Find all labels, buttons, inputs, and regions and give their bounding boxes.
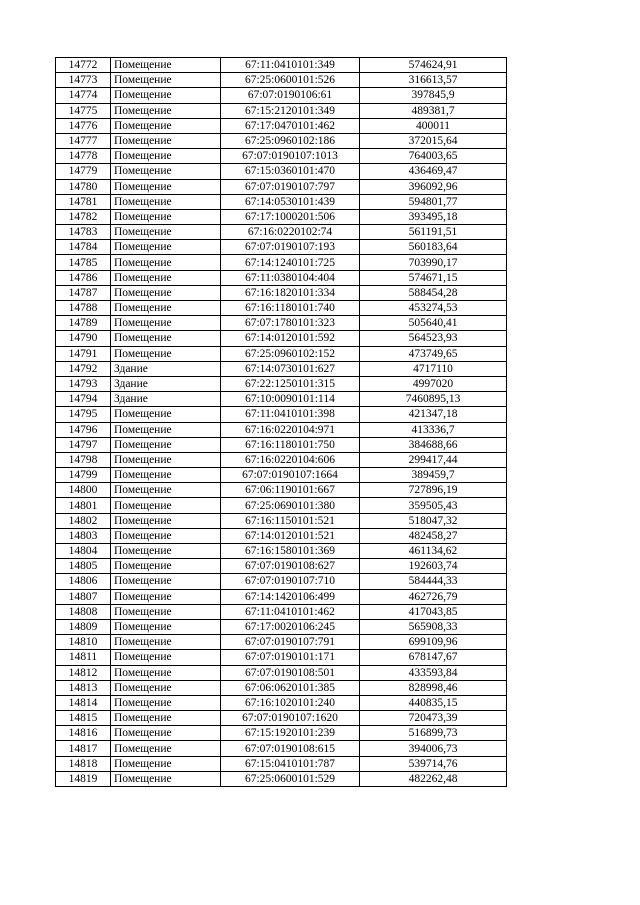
table-row [56, 680, 507, 695]
value-cell: 539714,76 [360, 756, 507, 771]
value-cell: 316613,57 [360, 73, 507, 88]
table-row [56, 437, 507, 452]
object-type-cell: Помещение [111, 741, 221, 756]
table-row [56, 741, 507, 756]
value-cell: 588454,28 [360, 285, 507, 300]
row-number-cell: 14801 [56, 498, 111, 513]
cadastral-number-cell: 67:07:0190107:1664 [221, 468, 360, 483]
cadastral-number-cell: 67:07:0190108:627 [221, 559, 360, 574]
table-row [56, 179, 507, 194]
object-type-cell: Помещение [111, 498, 221, 513]
object-type-cell: Помещение [111, 665, 221, 680]
table-row [56, 635, 507, 650]
table-row [56, 665, 507, 680]
cadastral-number-cell: 67:07:0190107:1013 [221, 149, 360, 164]
table-row [56, 301, 507, 316]
value-cell: 397845,9 [360, 88, 507, 103]
object-type-cell: Помещение [111, 650, 221, 665]
cadastral-number-cell: 67:16:1150101:521 [221, 513, 360, 528]
row-number-cell: 14778 [56, 149, 111, 164]
cadastral-number-cell: 67:15:0410101:787 [221, 756, 360, 771]
value-cell: 421347,18 [360, 407, 507, 422]
object-type-cell: Помещение [111, 255, 221, 270]
value-cell: 720473,39 [360, 711, 507, 726]
row-number-cell: 14815 [56, 711, 111, 726]
cadastral-number-cell: 67:17:0020106:245 [221, 619, 360, 634]
value-cell: 394006,73 [360, 741, 507, 756]
cadastral-number-cell: 67:16:1020101:240 [221, 695, 360, 710]
table-row [56, 498, 507, 513]
cadastral-number-cell: 67:07:0190107:791 [221, 635, 360, 650]
object-type-cell: Помещение [111, 301, 221, 316]
table-row [56, 285, 507, 300]
value-cell: 489381,7 [360, 103, 507, 118]
value-cell: 462726,79 [360, 589, 507, 604]
cadastral-number-cell: 67:16:1180101:740 [221, 301, 360, 316]
value-cell: 764003,65 [360, 149, 507, 164]
object-type-cell: Помещение [111, 422, 221, 437]
cadastral-number-cell: 67:07:0190107:797 [221, 179, 360, 194]
table-row [56, 118, 507, 133]
value-cell: 436469,47 [360, 164, 507, 179]
object-type-cell: Помещение [111, 619, 221, 634]
object-type-cell: Помещение [111, 771, 221, 786]
row-number-cell: 14786 [56, 270, 111, 285]
table-row [56, 559, 507, 574]
value-cell: 359505,43 [360, 498, 507, 513]
row-number-cell: 14776 [56, 118, 111, 133]
value-cell: 505640,41 [360, 316, 507, 331]
value-cell: 384688,66 [360, 437, 507, 452]
table-row [56, 452, 507, 467]
cadastral-number-cell: 67:16:0220104:606 [221, 452, 360, 467]
table-row [56, 331, 507, 346]
cadastral-number-cell: 67:07:0190101:171 [221, 650, 360, 665]
value-cell: 417043,85 [360, 604, 507, 619]
value-cell: 574671,15 [360, 270, 507, 285]
row-number-cell: 14810 [56, 635, 111, 650]
value-cell: 594801,77 [360, 194, 507, 209]
cadastral-number-cell: 67:14:0120101:521 [221, 528, 360, 543]
object-type-cell: Помещение [111, 103, 221, 118]
cadastral-number-cell: 67:15:1920101:239 [221, 726, 360, 741]
object-type-cell: Помещение [111, 194, 221, 209]
value-cell: 4997020 [360, 376, 507, 391]
value-cell: 561191,51 [360, 225, 507, 240]
value-cell: 393495,18 [360, 209, 507, 224]
object-type-cell: Помещение [111, 270, 221, 285]
cadastral-number-cell: 67:16:0220102:74 [221, 225, 360, 240]
cadastral-number-cell: 67:22:1250101:315 [221, 376, 360, 391]
row-number-cell: 14817 [56, 741, 111, 756]
value-cell: 482458,27 [360, 528, 507, 543]
cadastral-number-cell: 67:14:0120101:592 [221, 331, 360, 346]
row-number-cell: 14798 [56, 452, 111, 467]
row-number-cell: 14807 [56, 589, 111, 604]
object-type-cell: Помещение [111, 407, 221, 422]
object-type-cell: Помещение [111, 149, 221, 164]
cadastral-number-cell: 67:11:0410101:349 [221, 58, 360, 73]
value-cell: 699109,96 [360, 635, 507, 650]
row-number-cell: 14777 [56, 133, 111, 148]
row-number-cell: 14806 [56, 574, 111, 589]
cadastral-number-cell: 67:07:1780101:323 [221, 316, 360, 331]
value-cell: 518047,32 [360, 513, 507, 528]
cadastral-number-cell: 67:10:0090101:114 [221, 392, 360, 407]
row-number-cell: 14800 [56, 483, 111, 498]
table-row [56, 528, 507, 543]
object-type-cell: Помещение [111, 88, 221, 103]
row-number-cell: 14818 [56, 756, 111, 771]
object-type-cell: Здание [111, 376, 221, 391]
row-number-cell: 14811 [56, 650, 111, 665]
row-number-cell: 14792 [56, 361, 111, 376]
value-cell: 389459,7 [360, 468, 507, 483]
value-cell: 4717110 [360, 361, 507, 376]
object-type-cell: Помещение [111, 559, 221, 574]
value-cell: 584444,33 [360, 574, 507, 589]
table-row [56, 756, 507, 771]
object-type-cell: Помещение [111, 209, 221, 224]
table-row [56, 149, 507, 164]
object-type-cell: Помещение [111, 635, 221, 650]
cadastral-number-cell: 67:07:0190107:710 [221, 574, 360, 589]
cadastral-number-cell: 67:07:0190107:193 [221, 240, 360, 255]
row-number-cell: 14782 [56, 209, 111, 224]
table-row [56, 270, 507, 285]
value-cell: 828998,46 [360, 680, 507, 695]
value-cell: 560183,64 [360, 240, 507, 255]
cadastral-number-cell: 67:15:0360101:470 [221, 164, 360, 179]
table-row [56, 771, 507, 786]
table-row [56, 392, 507, 407]
value-cell: 299417,44 [360, 452, 507, 467]
row-number-cell: 14804 [56, 544, 111, 559]
table-body [56, 58, 507, 787]
row-number-cell: 14787 [56, 285, 111, 300]
table-row [56, 544, 507, 559]
row-number-cell: 14814 [56, 695, 111, 710]
cadastral-number-cell: 67:14:1420106:499 [221, 589, 360, 604]
row-number-cell: 14781 [56, 194, 111, 209]
cadastral-number-cell: 67:07:0190108:501 [221, 665, 360, 680]
object-type-cell: Помещение [111, 711, 221, 726]
row-number-cell: 14812 [56, 665, 111, 680]
cadastral-number-cell: 67:11:0410101:462 [221, 604, 360, 619]
table-row [56, 604, 507, 619]
row-number-cell: 14772 [56, 58, 111, 73]
table-row [56, 619, 507, 634]
row-number-cell: 14795 [56, 407, 111, 422]
cadastral-number-cell: 67:11:0410101:398 [221, 407, 360, 422]
object-type-cell: Здание [111, 361, 221, 376]
object-type-cell: Помещение [111, 574, 221, 589]
table-row [56, 225, 507, 240]
value-cell: 574624,91 [360, 58, 507, 73]
cadastral-number-cell: 67:25:0960102:152 [221, 346, 360, 361]
table-row [56, 422, 507, 437]
object-type-cell: Помещение [111, 726, 221, 741]
cadastral-number-cell: 67:17:1000201:506 [221, 209, 360, 224]
row-number-cell: 14802 [56, 513, 111, 528]
table-row [56, 376, 507, 391]
table-row [56, 133, 507, 148]
cadastral-number-cell: 67:07:0190108:615 [221, 741, 360, 756]
object-type-cell: Помещение [111, 164, 221, 179]
row-number-cell: 14794 [56, 392, 111, 407]
object-type-cell: Помещение [111, 225, 221, 240]
row-number-cell: 14796 [56, 422, 111, 437]
cadastral-number-cell: 67:15:2120101:349 [221, 103, 360, 118]
cadastral-number-cell: 67:25:0600101:529 [221, 771, 360, 786]
row-number-cell: 14797 [56, 437, 111, 452]
table-row [56, 589, 507, 604]
object-type-cell: Помещение [111, 544, 221, 559]
value-cell: 564523,93 [360, 331, 507, 346]
object-type-cell: Помещение [111, 483, 221, 498]
cadastral-number-cell: 67:16:1180101:750 [221, 437, 360, 452]
object-type-cell: Помещение [111, 452, 221, 467]
cadastral-number-cell: 67:14:1240101:725 [221, 255, 360, 270]
object-type-cell: Помещение [111, 73, 221, 88]
table-row [56, 316, 507, 331]
table-row [56, 361, 507, 376]
table-row [56, 103, 507, 118]
cadastral-number-cell: 67:25:0600101:526 [221, 73, 360, 88]
object-type-cell: Помещение [111, 468, 221, 483]
row-number-cell: 14799 [56, 468, 111, 483]
cadastral-number-cell: 67:16:1580101:369 [221, 544, 360, 559]
object-type-cell: Помещение [111, 346, 221, 361]
value-cell: 516899,73 [360, 726, 507, 741]
value-cell: 7460895,13 [360, 392, 507, 407]
object-type-cell: Здание [111, 392, 221, 407]
value-cell: 703990,17 [360, 255, 507, 270]
object-type-cell: Помещение [111, 756, 221, 771]
row-number-cell: 14785 [56, 255, 111, 270]
object-type-cell: Помещение [111, 528, 221, 543]
table-row [56, 346, 507, 361]
table-row [56, 164, 507, 179]
cadastral-number-cell: 67:11:0380104:404 [221, 270, 360, 285]
table-row [56, 58, 507, 73]
value-cell: 453274,53 [360, 301, 507, 316]
property-table [55, 57, 507, 787]
table-row [56, 650, 507, 665]
value-cell: 396092,96 [360, 179, 507, 194]
row-number-cell: 14791 [56, 346, 111, 361]
object-type-cell: Помещение [111, 513, 221, 528]
value-cell: 473749,65 [360, 346, 507, 361]
table-row [56, 468, 507, 483]
row-number-cell: 14789 [56, 316, 111, 331]
table-row [56, 726, 507, 741]
cadastral-number-cell: 67:17:0470101:462 [221, 118, 360, 133]
table-row [56, 209, 507, 224]
value-cell: 461134,62 [360, 544, 507, 559]
row-number-cell: 14775 [56, 103, 111, 118]
table-row [56, 240, 507, 255]
value-cell: 413336,7 [360, 422, 507, 437]
value-cell: 372015,64 [360, 133, 507, 148]
table-row [56, 407, 507, 422]
row-number-cell: 14773 [56, 73, 111, 88]
table-row [56, 483, 507, 498]
object-type-cell: Помещение [111, 437, 221, 452]
cadastral-number-cell: 67:14:0730101:627 [221, 361, 360, 376]
object-type-cell: Помещение [111, 331, 221, 346]
cadastral-number-cell: 67:16:0220104:971 [221, 422, 360, 437]
object-type-cell: Помещение [111, 316, 221, 331]
row-number-cell: 14774 [56, 88, 111, 103]
row-number-cell: 14783 [56, 225, 111, 240]
value-cell: 727896,19 [360, 483, 507, 498]
row-number-cell: 14788 [56, 301, 111, 316]
object-type-cell: Помещение [111, 604, 221, 619]
value-cell: 440835,15 [360, 695, 507, 710]
row-number-cell: 14793 [56, 376, 111, 391]
value-cell: 565908,33 [360, 619, 507, 634]
cadastral-number-cell: 67:07:0190106:61 [221, 88, 360, 103]
object-type-cell: Помещение [111, 589, 221, 604]
object-type-cell: Помещение [111, 680, 221, 695]
cadastral-number-cell: 67:06:0620101:385 [221, 680, 360, 695]
table-row [56, 695, 507, 710]
table-row [56, 711, 507, 726]
value-cell: 678147,67 [360, 650, 507, 665]
object-type-cell: Помещение [111, 118, 221, 133]
object-type-cell: Помещение [111, 58, 221, 73]
cadastral-number-cell: 67:25:0960102:186 [221, 133, 360, 148]
table-row [56, 73, 507, 88]
cadastral-number-cell: 67:07:0190107:1620 [221, 711, 360, 726]
row-number-cell: 14819 [56, 771, 111, 786]
row-number-cell: 14805 [56, 559, 111, 574]
row-number-cell: 14790 [56, 331, 111, 346]
cadastral-number-cell: 67:14:0530101:439 [221, 194, 360, 209]
row-number-cell: 14809 [56, 619, 111, 634]
row-number-cell: 14780 [56, 179, 111, 194]
object-type-cell: Помещение [111, 179, 221, 194]
object-type-cell: Помещение [111, 240, 221, 255]
row-number-cell: 14813 [56, 680, 111, 695]
table-row [56, 194, 507, 209]
table-row [56, 88, 507, 103]
value-cell: 400011 [360, 118, 507, 133]
cadastral-number-cell: 67:16:1820101:334 [221, 285, 360, 300]
object-type-cell: Помещение [111, 285, 221, 300]
object-type-cell: Помещение [111, 133, 221, 148]
cadastral-number-cell: 67:25:0690101:380 [221, 498, 360, 513]
cadastral-number-cell: 67:06:1190101:667 [221, 483, 360, 498]
value-cell: 433593,84 [360, 665, 507, 680]
row-number-cell: 14808 [56, 604, 111, 619]
row-number-cell: 14816 [56, 726, 111, 741]
row-number-cell: 14784 [56, 240, 111, 255]
value-cell: 192603,74 [360, 559, 507, 574]
object-type-cell: Помещение [111, 695, 221, 710]
table-row [56, 513, 507, 528]
value-cell: 482262,48 [360, 771, 507, 786]
row-number-cell: 14779 [56, 164, 111, 179]
table-row [56, 255, 507, 270]
row-number-cell: 14803 [56, 528, 111, 543]
table-row [56, 574, 507, 589]
